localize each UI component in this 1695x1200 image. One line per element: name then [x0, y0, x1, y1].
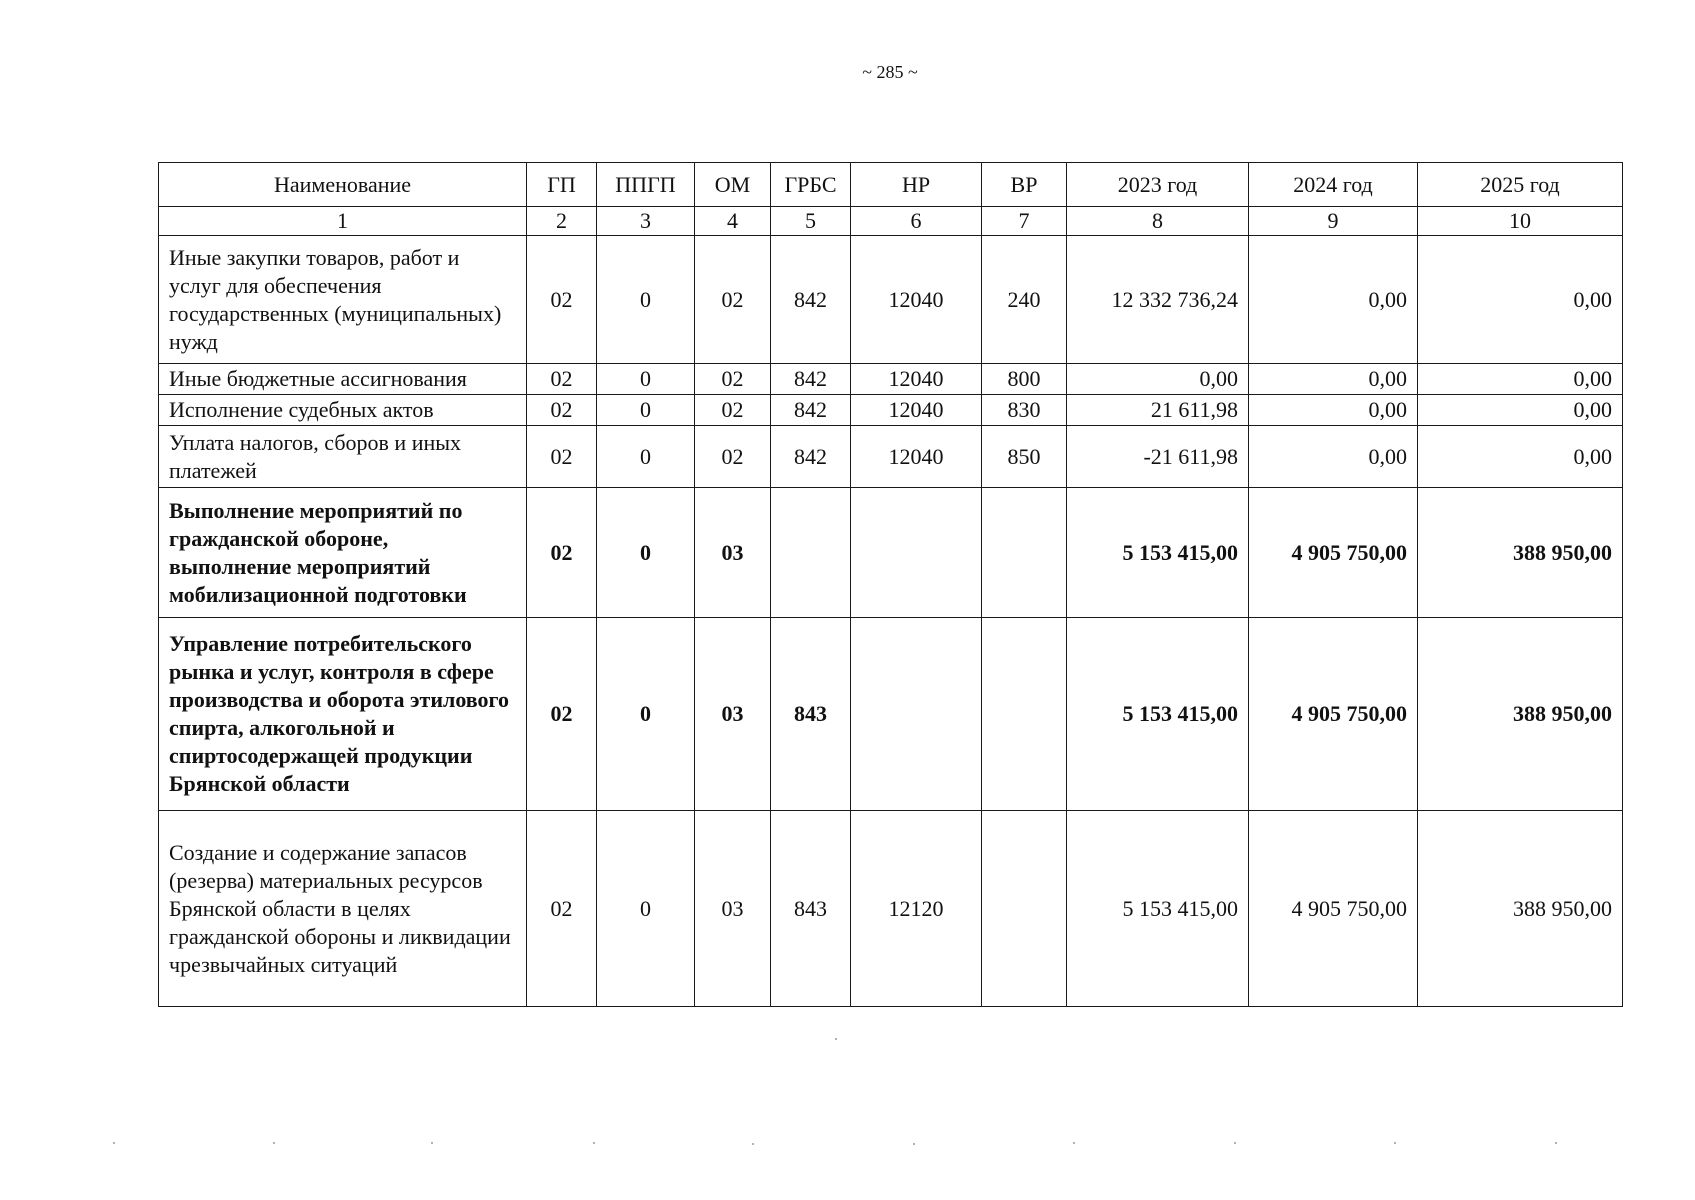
row-ppgp: 0	[597, 395, 695, 426]
row-name: Выполнение мероприятий по гражданской обороне, выполнение мероприятий мобилизационной подготовки	[159, 488, 527, 618]
page-number: ~ 285 ~	[862, 62, 918, 82]
row-2025: 388 950,00	[1418, 618, 1623, 811]
row-2023: 21 611,98	[1067, 395, 1249, 426]
row-ppgp: 0	[597, 364, 695, 395]
budget-table	[158, 162, 1623, 1007]
scan-speck	[835, 1038, 837, 1040]
table-row	[159, 618, 1623, 811]
row-2023: -21 611,98	[1067, 426, 1249, 488]
scan-speck	[752, 1143, 754, 1145]
header-vr: ВР	[982, 163, 1067, 207]
table-row	[159, 811, 1623, 1007]
scan-speck	[913, 1143, 915, 1145]
row-2025: 388 950,00	[1418, 488, 1623, 618]
header-grbs: ГРБС	[771, 163, 851, 207]
row-2024: 0,00	[1249, 364, 1418, 395]
row-nr: 12120	[851, 811, 982, 1007]
row-gp: 02	[527, 395, 597, 426]
scan-speck	[273, 1142, 275, 1144]
column-number: 8	[1067, 207, 1249, 236]
row-vr: 830	[982, 395, 1067, 426]
row-2023: 12 332 736,24	[1067, 236, 1249, 364]
row-grbs: 843	[771, 811, 851, 1007]
header-2023: 2023 год	[1067, 163, 1249, 207]
table-row	[159, 426, 1623, 488]
row-nr	[851, 488, 982, 618]
scan-speck	[1555, 1142, 1557, 1144]
header-nr: НР	[851, 163, 982, 207]
header-2024: 2024 год	[1249, 163, 1418, 207]
row-vr	[982, 488, 1067, 618]
row-grbs: 842	[771, 364, 851, 395]
row-vr: 800	[982, 364, 1067, 395]
row-name: Создание и содержание запасов (резерва) материальных ресурсов Брянской области в целях гражданской обороны и ликвидации чрезвычайных ситуаций	[159, 811, 527, 1007]
row-2024: 4 905 750,00	[1249, 811, 1418, 1007]
header-row	[159, 163, 1623, 207]
column-number: 1	[159, 207, 527, 236]
row-grbs: 842	[771, 236, 851, 364]
scan-speck	[593, 1142, 595, 1144]
row-gp: 02	[527, 618, 597, 811]
row-ppgp: 0	[597, 618, 695, 811]
row-om: 03	[695, 811, 771, 1007]
row-2023: 5 153 415,00	[1067, 811, 1249, 1007]
row-nr: 12040	[851, 395, 982, 426]
row-ppgp: 0	[597, 488, 695, 618]
row-om: 02	[695, 364, 771, 395]
header-om: ОМ	[695, 163, 771, 207]
table-row	[159, 395, 1623, 426]
column-number-row	[159, 207, 1623, 236]
row-om: 03	[695, 488, 771, 618]
row-ppgp: 0	[597, 236, 695, 364]
row-2023: 5 153 415,00	[1067, 488, 1249, 618]
scan-speck	[1394, 1142, 1396, 1144]
row-ppgp: 0	[597, 811, 695, 1007]
table-row	[159, 364, 1623, 395]
header-gp: ГП	[527, 163, 597, 207]
column-number: 4	[695, 207, 771, 236]
row-nr	[851, 618, 982, 811]
row-om: 03	[695, 618, 771, 811]
row-vr	[982, 811, 1067, 1007]
scan-speck	[113, 1142, 115, 1144]
row-2025: 0,00	[1418, 426, 1623, 488]
row-gp: 02	[527, 236, 597, 364]
column-number: 3	[597, 207, 695, 236]
row-grbs: 842	[771, 426, 851, 488]
row-2024: 0,00	[1249, 236, 1418, 364]
row-gp: 02	[527, 811, 597, 1007]
row-vr: 240	[982, 236, 1067, 364]
column-number: 6	[851, 207, 982, 236]
row-name: Исполнение судебных актов	[159, 395, 527, 426]
row-2024: 0,00	[1249, 426, 1418, 488]
row-nr: 12040	[851, 426, 982, 488]
row-name: Управление потребительского рынка и услуг, контроля в сфере производства и оборота этилового спирта, алкогольной и спиртосодержащей продукции Брянской области	[159, 618, 527, 811]
row-2024: 4 905 750,00	[1249, 618, 1418, 811]
row-vr	[982, 618, 1067, 811]
row-2025: 0,00	[1418, 364, 1623, 395]
row-om: 02	[695, 236, 771, 364]
column-number: 5	[771, 207, 851, 236]
row-nr: 12040	[851, 236, 982, 364]
row-2025: 388 950,00	[1418, 811, 1623, 1007]
column-number: 2	[527, 207, 597, 236]
row-grbs: 843	[771, 618, 851, 811]
row-ppgp: 0	[597, 426, 695, 488]
row-gp: 02	[527, 488, 597, 618]
row-2023: 0,00	[1067, 364, 1249, 395]
header-name: Наименование	[159, 163, 527, 207]
scan-speck	[1234, 1142, 1236, 1144]
row-2025: 0,00	[1418, 395, 1623, 426]
row-nr: 12040	[851, 364, 982, 395]
row-name: Иные закупки товаров, работ и услуг для обеспечения государственных (муниципальных) нужд	[159, 236, 527, 364]
row-2025: 0,00	[1418, 236, 1623, 364]
row-grbs	[771, 488, 851, 618]
header-2025: 2025 год	[1418, 163, 1623, 207]
row-om: 02	[695, 395, 771, 426]
row-om: 02	[695, 426, 771, 488]
scan-speck	[1073, 1142, 1075, 1144]
column-number: 7	[982, 207, 1067, 236]
row-grbs: 842	[771, 395, 851, 426]
table-row	[159, 236, 1623, 364]
row-name: Уплата налогов, сборов и иных платежей	[159, 426, 527, 488]
row-2023: 5 153 415,00	[1067, 618, 1249, 811]
scan-speck	[431, 1142, 433, 1144]
row-gp: 02	[527, 364, 597, 395]
column-number: 9	[1249, 207, 1418, 236]
row-name: Иные бюджетные ассигнования	[159, 364, 527, 395]
row-2024: 4 905 750,00	[1249, 488, 1418, 618]
row-2024: 0,00	[1249, 395, 1418, 426]
row-vr: 850	[982, 426, 1067, 488]
row-gp: 02	[527, 426, 597, 488]
header-ppgp: ППГП	[597, 163, 695, 207]
column-number: 10	[1418, 207, 1623, 236]
table-row	[159, 488, 1623, 618]
